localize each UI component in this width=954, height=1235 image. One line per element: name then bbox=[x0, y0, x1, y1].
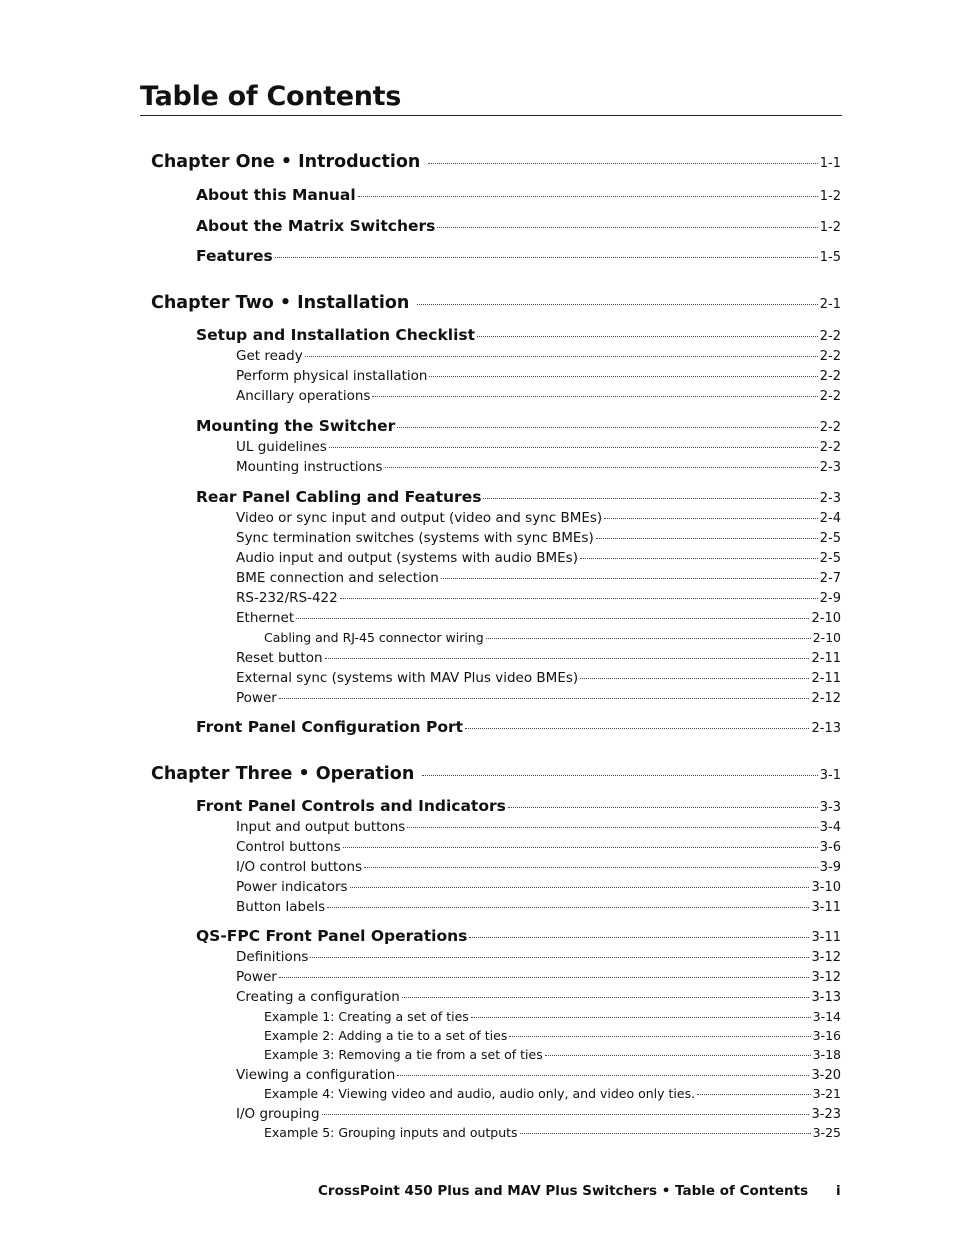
dot-leader bbox=[429, 375, 817, 377]
toc-label: RS-232/RS-422 bbox=[236, 590, 338, 606]
toc-page-number: 3-6 bbox=[819, 840, 841, 855]
toc-page-number: 3-1 bbox=[819, 768, 841, 783]
toc-label: Front Panel Configuration Port bbox=[196, 718, 464, 736]
toc-page-number: 2-2 bbox=[819, 329, 841, 344]
dot-leader bbox=[428, 162, 817, 164]
toc-label: Front Panel Controls and Indicators bbox=[196, 797, 506, 815]
toc-section[interactable] bbox=[196, 247, 841, 265]
toc-page-number: 3-16 bbox=[812, 1028, 841, 1043]
toc-chapter-three[interactable] bbox=[151, 764, 841, 784]
dot-leader bbox=[279, 697, 810, 699]
toc-label: Chapter One • Introduction bbox=[151, 152, 421, 172]
toc-label: Button labels bbox=[236, 899, 326, 915]
toc-page-number: 3-4 bbox=[819, 820, 841, 835]
toc-page-number: 2-11 bbox=[811, 671, 841, 686]
toc-section[interactable] bbox=[196, 217, 841, 235]
dot-leader bbox=[327, 906, 809, 908]
toc-page-number: 3-11 bbox=[811, 900, 841, 915]
toc-label: Example 1: Creating a set of ties bbox=[264, 1009, 469, 1024]
toc-subsection[interactable] bbox=[236, 570, 841, 586]
dot-leader bbox=[397, 1074, 809, 1076]
toc-sub-subsection[interactable] bbox=[264, 1125, 841, 1140]
toc-page-number: 3-13 bbox=[811, 990, 841, 1005]
toc-page-number: 2-4 bbox=[819, 511, 841, 526]
toc-page-number: 3-12 bbox=[811, 950, 841, 965]
toc-chapter-two[interactable] bbox=[151, 293, 841, 313]
title-rule bbox=[140, 115, 842, 116]
toc-subsection[interactable] bbox=[236, 650, 841, 666]
dot-leader bbox=[310, 956, 809, 958]
toc-label: Definitions bbox=[236, 949, 309, 965]
toc-page-number: 2-1 bbox=[819, 297, 841, 312]
toc-label: Ethernet bbox=[236, 610, 295, 626]
toc-label: QS-FPC Front Panel Operations bbox=[196, 927, 468, 945]
toc-page-number: 3-14 bbox=[812, 1009, 841, 1024]
toc-section[interactable] bbox=[196, 927, 841, 945]
dot-leader bbox=[340, 597, 818, 599]
toc-page-number: 3-21 bbox=[812, 1086, 841, 1101]
dot-leader bbox=[402, 996, 810, 998]
toc-page-number: 3-9 bbox=[819, 860, 841, 875]
toc-label: Mounting instructions bbox=[236, 459, 383, 475]
toc-chapter-one[interactable] bbox=[151, 152, 841, 172]
toc-subsection[interactable] bbox=[236, 610, 841, 626]
dot-leader bbox=[471, 1016, 811, 1018]
toc-page-number: 2-13 bbox=[811, 721, 841, 736]
toc-subsection[interactable] bbox=[236, 989, 841, 1005]
toc-page-number: 2-5 bbox=[819, 551, 841, 566]
toc-subsection[interactable] bbox=[236, 459, 841, 475]
toc-label: Example 5: Grouping inputs and outputs bbox=[264, 1125, 518, 1140]
toc-subsection[interactable] bbox=[236, 819, 841, 835]
toc-sub-subsection[interactable] bbox=[264, 630, 841, 645]
toc-page-number: 3-18 bbox=[812, 1047, 841, 1062]
toc-label: Setup and Installation Checklist bbox=[196, 326, 476, 344]
dot-leader bbox=[372, 395, 817, 397]
toc-sub-subsection[interactable] bbox=[264, 1086, 841, 1101]
toc-page-number: 2-2 bbox=[819, 369, 841, 384]
toc-label: Sync termination switches (systems with sync BMEs) bbox=[236, 530, 594, 546]
dot-leader bbox=[275, 256, 818, 258]
toc-page-number: 2-2 bbox=[819, 389, 841, 404]
toc-label: I/O grouping bbox=[236, 1106, 320, 1122]
toc-subsection[interactable] bbox=[236, 439, 841, 455]
toc-label: Example 3: Removing a tie from a set of ties bbox=[264, 1047, 543, 1062]
toc-page-number: 1-5 bbox=[819, 250, 841, 265]
toc-section[interactable] bbox=[196, 326, 841, 344]
toc-page-number: 1-2 bbox=[819, 189, 841, 204]
dot-leader bbox=[545, 1054, 811, 1056]
toc-page-number: 2-5 bbox=[819, 531, 841, 546]
dot-leader bbox=[397, 426, 817, 428]
toc-subsection[interactable] bbox=[236, 1106, 841, 1122]
dot-leader bbox=[358, 195, 818, 197]
dot-leader bbox=[604, 517, 818, 519]
toc-subsection[interactable] bbox=[236, 839, 841, 855]
toc-subsection[interactable] bbox=[236, 1067, 841, 1083]
dot-leader bbox=[343, 846, 818, 848]
dot-leader bbox=[279, 976, 810, 978]
toc-subsection[interactable] bbox=[236, 879, 841, 895]
toc-page-number: 2-9 bbox=[819, 591, 841, 606]
toc-subsection[interactable] bbox=[236, 859, 841, 875]
toc-subsection[interactable] bbox=[236, 899, 841, 915]
dot-leader bbox=[508, 806, 818, 808]
dot-leader bbox=[697, 1093, 811, 1095]
toc-page-number: 1-2 bbox=[819, 220, 841, 235]
toc-label: Example 2: Adding a tie to a set of ties bbox=[264, 1028, 508, 1043]
dot-leader bbox=[509, 1035, 810, 1037]
dot-leader bbox=[580, 557, 818, 559]
toc-label: Rear Panel Cabling and Features bbox=[196, 488, 482, 506]
toc-label: External sync (systems with MAV Plus video BMEs) bbox=[236, 670, 579, 686]
toc-subsection[interactable] bbox=[236, 348, 841, 364]
dot-leader bbox=[322, 1113, 810, 1115]
dot-leader bbox=[441, 577, 818, 579]
toc-page-number: 3-23 bbox=[811, 1107, 841, 1122]
toc-subsection[interactable] bbox=[236, 949, 841, 965]
toc-label: Example 4: Viewing video and audio, audio only, and video only ties. bbox=[264, 1086, 696, 1101]
toc-subsection[interactable] bbox=[236, 388, 841, 404]
toc-page-number: 1-1 bbox=[819, 156, 841, 171]
toc-label: Control buttons bbox=[236, 839, 341, 855]
dot-leader bbox=[364, 866, 818, 868]
toc-sub-subsection[interactable] bbox=[264, 1009, 841, 1024]
toc-label: UL guidelines bbox=[236, 439, 327, 455]
toc-page-number: 2-12 bbox=[811, 691, 841, 706]
toc-subsection[interactable] bbox=[236, 670, 841, 686]
toc-label: Audio input and output (systems with audio BMEs) bbox=[236, 550, 578, 566]
toc-page-number: 2-3 bbox=[819, 491, 841, 506]
toc-label: Power indicators bbox=[236, 879, 348, 895]
toc-subsection[interactable] bbox=[236, 590, 841, 606]
toc-page-number: 2-10 bbox=[812, 630, 841, 645]
toc-page-number: 2-2 bbox=[819, 349, 841, 364]
toc-section[interactable] bbox=[196, 488, 841, 506]
dot-leader bbox=[465, 727, 809, 729]
dot-leader bbox=[329, 446, 818, 448]
toc-label: Chapter Two • Installation bbox=[151, 293, 410, 313]
toc-label: Mounting the Switcher bbox=[196, 417, 396, 435]
toc-label: Chapter Three • Operation bbox=[151, 764, 415, 784]
toc-subsection[interactable] bbox=[236, 969, 841, 985]
toc-subsection[interactable] bbox=[236, 690, 841, 706]
toc-label: Input and output buttons bbox=[236, 819, 406, 835]
toc-label: Get ready bbox=[236, 348, 303, 364]
dot-leader bbox=[305, 355, 818, 357]
toc-page-number: 3-11 bbox=[811, 930, 841, 945]
toc-subsection[interactable] bbox=[236, 550, 841, 566]
toc-page-number: 2-3 bbox=[819, 460, 841, 475]
toc-label: About this Manual bbox=[196, 186, 356, 204]
toc-label: BME connection and selection bbox=[236, 570, 439, 586]
dot-leader bbox=[325, 657, 810, 659]
toc-page-number: 3-20 bbox=[811, 1068, 841, 1083]
toc-label: Power bbox=[236, 690, 277, 706]
toc-page-number: 3-25 bbox=[812, 1125, 841, 1140]
toc-label: About the Matrix Switchers bbox=[196, 217, 436, 235]
footer-title: CrossPoint 450 Plus and MAV Plus Switchers • Table of Contents bbox=[318, 1183, 809, 1199]
dot-leader bbox=[385, 466, 818, 468]
toc-label: Features bbox=[196, 247, 273, 265]
toc-label: Viewing a configuration bbox=[236, 1067, 396, 1083]
toc-page-number: 2-7 bbox=[819, 571, 841, 586]
toc-label: Perform physical installation bbox=[236, 368, 428, 384]
toc-page-number: 2-2 bbox=[819, 440, 841, 455]
toc-label: Power bbox=[236, 969, 277, 985]
dot-leader bbox=[350, 886, 810, 888]
toc-sub-subsection[interactable] bbox=[264, 1028, 841, 1043]
toc-page-number: 2-10 bbox=[811, 611, 841, 626]
toc-label: Creating a configuration bbox=[236, 989, 400, 1005]
dot-leader bbox=[469, 936, 809, 938]
toc-page-number: 2-2 bbox=[819, 420, 841, 435]
page-title: Table of Contents bbox=[140, 81, 402, 112]
dot-leader bbox=[520, 1132, 811, 1134]
toc-subsection[interactable] bbox=[236, 368, 841, 384]
dot-leader bbox=[417, 303, 817, 305]
toc-label: I/O control buttons bbox=[236, 859, 363, 875]
toc-sub-subsection[interactable] bbox=[264, 1047, 841, 1062]
dot-leader bbox=[407, 826, 817, 828]
toc-label: Ancillary operations bbox=[236, 388, 371, 404]
footer-page-number: i bbox=[836, 1183, 841, 1199]
toc-label: Video or sync input and output (video and sync BMEs) bbox=[236, 510, 603, 526]
toc-page-number: 3-3 bbox=[819, 800, 841, 815]
toc-section[interactable] bbox=[196, 186, 841, 204]
dot-leader bbox=[486, 637, 811, 639]
toc-page-number: 3-12 bbox=[811, 970, 841, 985]
toc-page-number: 2-11 bbox=[811, 651, 841, 666]
dot-leader bbox=[580, 677, 809, 679]
dot-leader bbox=[437, 226, 817, 228]
toc-subsection[interactable] bbox=[236, 530, 841, 546]
dot-leader bbox=[422, 774, 817, 776]
dot-leader bbox=[477, 335, 818, 337]
dot-leader bbox=[596, 537, 818, 539]
dot-leader bbox=[296, 617, 809, 619]
toc-section[interactable] bbox=[196, 797, 841, 815]
toc-subsection[interactable] bbox=[236, 510, 841, 526]
toc-label: Reset button bbox=[236, 650, 323, 666]
toc-page-number: 3-10 bbox=[811, 880, 841, 895]
toc-label: Cabling and RJ-45 connector wiring bbox=[264, 630, 484, 645]
toc-section[interactable] bbox=[196, 417, 841, 435]
dot-leader bbox=[483, 497, 817, 499]
toc-section[interactable] bbox=[196, 718, 841, 736]
